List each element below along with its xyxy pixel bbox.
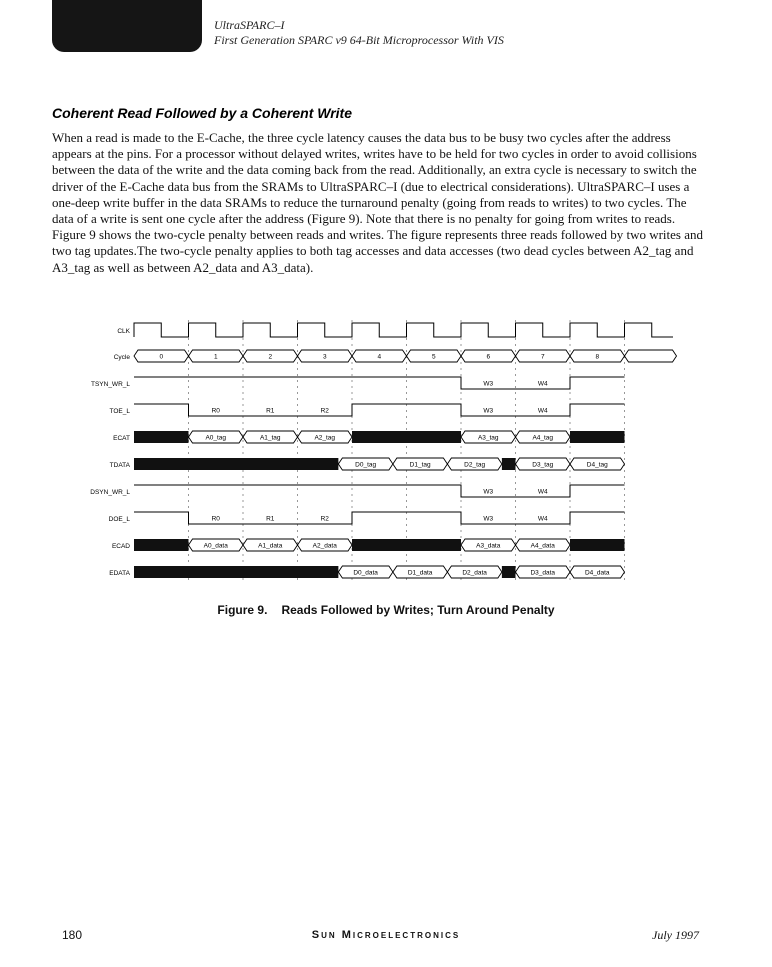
header-tab xyxy=(52,0,202,52)
toe-wave xyxy=(134,404,625,416)
edata-segment-label: D4_data xyxy=(584,569,610,577)
signal-label: CLK xyxy=(117,328,130,335)
cycle-segment-label: 8 xyxy=(595,353,600,361)
doe-wave xyxy=(134,512,625,524)
cycle-segment-label: 3 xyxy=(322,353,327,361)
ecad-segment-label: A4_data xyxy=(530,542,555,550)
signal-label: TOE_L xyxy=(109,408,130,415)
ecad-busy xyxy=(134,539,189,551)
signal-label: TSYN_WR_L xyxy=(90,381,130,388)
ecat-segment-label: A4_tag xyxy=(532,434,554,442)
signal-label: ECAT xyxy=(113,435,130,442)
signal-labels xyxy=(90,328,130,577)
signal-label: TDATA xyxy=(109,462,130,469)
edata-busy xyxy=(134,566,338,578)
signal-label: EDATA xyxy=(109,570,130,577)
ecat-busy xyxy=(570,431,625,443)
tsyn-label: W4 xyxy=(537,380,548,388)
ecat-segment-label: A2_tag xyxy=(314,434,336,442)
cycle-segment-label: 4 xyxy=(377,353,382,361)
ecat-segment-label: A0_tag xyxy=(205,434,227,442)
edata-busy xyxy=(502,566,516,578)
toe-label: W3 xyxy=(483,407,494,415)
signal-label: Cycle xyxy=(113,354,130,361)
header-subtitle: First Generation SPARC v9 64-Bit Microprocessor With VIS xyxy=(214,33,504,47)
ecad-busy xyxy=(352,539,461,551)
tsyn-label: W3 xyxy=(483,380,494,388)
cycle-segment-tail xyxy=(625,350,677,362)
edata-segment-label: D3_data xyxy=(530,569,556,577)
dsyn-wave xyxy=(134,485,625,497)
signal-label: DSYN_WR_L xyxy=(90,489,130,496)
doe-label: W3 xyxy=(483,515,494,523)
toe-label: R2 xyxy=(320,407,329,415)
doe-label: W4 xyxy=(537,515,548,523)
ecat-segment-label: A1_tag xyxy=(259,434,281,442)
tsyn-wave xyxy=(134,377,625,389)
body-paragraph: When a read is made to the E-Cache, the three cycle latency causes the data bus to be busy two cycles after the address appears at the pins. For a processor without delayed writes, writes have to be held for two cycles in order to avoid collisions between the data of the write and the data coming back from the read. Additionally, an extra cycle is necessary to switch the driver of the E-Cache data bus from the SRAMs to UltraSPARC–I (due to electrical considerations). UltraSPARC–I uses a one-deep write buffer in the data SRAMs to reduce the turnaround penalty (going from reads to writes) to two cycles. The data of a write is sent one cycle after the address (Figure 9). Note that there is no penalty for going from writes to reads. Figure 9 shows the two-cycle penalty between reads and writes. The figure represents three reads followed by two writes and two tag updates.The two-cycle penalty applies to both tag accesses and data accesses (two dead cycles between A2_tag and A3_tag as well as between A2_data and A3_data). xyxy=(52,130,703,275)
cycle-segment-label: 7 xyxy=(540,353,545,361)
tdata-busy xyxy=(134,458,338,470)
footer-date: July 1997 xyxy=(652,928,699,942)
ecat-busy xyxy=(352,431,461,443)
tdata-segment-label: D1_tag xyxy=(409,461,431,469)
doe-label: R0 xyxy=(211,515,220,523)
cycle-segment-label: 2 xyxy=(268,353,273,361)
dsyn-label: W4 xyxy=(537,488,548,496)
tdata-segment-label: D2_tag xyxy=(464,461,486,469)
toe-label: W4 xyxy=(537,407,548,415)
tdata-segment-label: D0_tag xyxy=(355,461,377,469)
page-number: 180 xyxy=(62,928,83,942)
figure-title: Reads Followed by Writes; Turn Around Penalty xyxy=(281,603,555,617)
toe-label: R1 xyxy=(266,407,275,415)
ecad-segment-label: A2_data xyxy=(312,542,337,550)
cycle-segment-label: 1 xyxy=(213,353,218,361)
tdata-segment-label: D4_tag xyxy=(586,461,608,469)
waveforms xyxy=(134,323,677,578)
tdata-busy xyxy=(502,458,516,470)
doe-label: R2 xyxy=(320,515,329,523)
signal-label: DOE_L xyxy=(108,516,130,523)
ecad-segment-label: A1_data xyxy=(258,542,283,550)
doe-label: R1 xyxy=(266,515,275,523)
header-product: UltraSPARC–I xyxy=(214,18,285,32)
edata-segment-label: D1_data xyxy=(407,569,433,577)
dsyn-label: W3 xyxy=(483,488,494,496)
edata-segment-label: D2_data xyxy=(462,569,487,577)
ecad-segment-label: A0_data xyxy=(203,542,228,550)
ecad-segment-label: A3_data xyxy=(476,542,501,550)
cycle-segment-label: 6 xyxy=(486,353,491,361)
clk-wave xyxy=(134,323,673,337)
section-heading: Coherent Read Followed by a Coherent Write xyxy=(52,105,353,121)
ecat-busy xyxy=(134,431,189,443)
ecat-segment-label: A3_tag xyxy=(477,434,499,442)
tdata-segment-label: D3_tag xyxy=(532,461,554,469)
ecad-busy xyxy=(570,539,625,551)
figure-number: Figure 9. xyxy=(217,603,268,617)
signal-label: ECAD xyxy=(111,543,130,550)
cycle-segment-label: 0 xyxy=(159,353,164,361)
figure-caption xyxy=(0,603,772,617)
toe-label: R0 xyxy=(211,407,220,415)
edata-segment-label: D0_data xyxy=(353,569,378,577)
cycle-segment-label: 5 xyxy=(431,353,436,361)
footer-company: Sun Microelectronics xyxy=(311,929,461,941)
timing-diagram xyxy=(0,312,772,592)
